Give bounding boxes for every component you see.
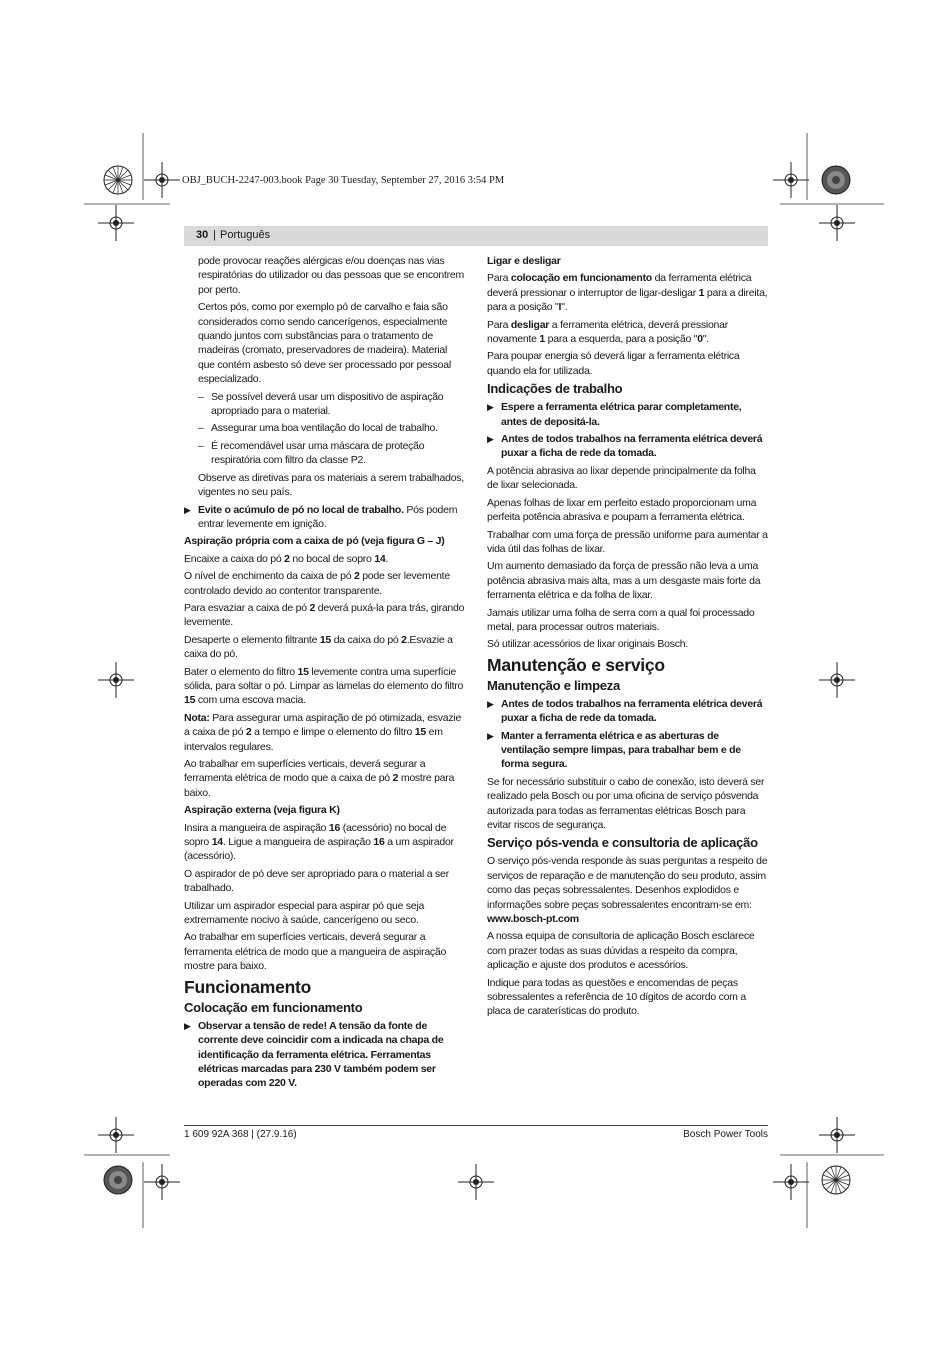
section-heading: Ligar e desligar	[487, 255, 561, 267]
warning-item: ▶ Antes de todos trabalhos na ferramenta elétrica deverá puxar a ficha de rede da tomada.	[487, 433, 763, 460]
footer-doc-number: 1 609 92A 368 | (27.9.16)	[184, 1129, 297, 1140]
section-heading: Colocação em funcionamento	[184, 999, 363, 1015]
triangle-bullet-icon: ▶	[487, 434, 494, 445]
section-heading: Manutenção e limpeza	[487, 677, 620, 693]
paragraph: Para esvaziar a caixa de pó 2 deverá puxá-la para trás, girando levemente.	[184, 601, 465, 629]
dash-item: – Assegurar uma boa ventilação do local de trabalho.	[184, 421, 465, 435]
paragraph: Se for necessário substituir o cabo de conexão, isto deverá ser realizado pela Bosch ou por uma oficina de serviço pósvenda autorizada para todas as ferramentas elétricas Bosch para evitar riscos de segurança.	[487, 775, 765, 831]
paragraph: Jamais utilizar uma folha de serra com a qual foi processado metal, para processar outros materiais.	[487, 606, 755, 633]
paragraph: Bater o elemento do filtro 15 levemente contra uma superfície sólida, para soltar o pó. Limpar as lamelas do elemento do filtro 15 com uma escova macia.	[184, 665, 464, 707]
chapter-heading: Funcionamento	[184, 976, 312, 997]
section-heading: Aspiração própria com a caixa de pó (veja figura G – J)	[184, 535, 445, 548]
paragraph: Encaixe a caixa do pó 2 no bocal de sopro 14.	[184, 552, 389, 565]
warning-item: ▶ Evite o acúmulo de pó no local de trabalho. Pós podem entrar levemente em ignição.	[184, 503, 458, 530]
print-header: OBJ_BUCH-2247-003.book Page 30 Tuesday, September 27, 2016 3:54 PM	[182, 175, 505, 186]
paragraph: Ao trabalhar em superfícies verticais, deverá segurar a ferramenta elétrica de modo que a mangueira de aspiração mostre para baixo.	[184, 931, 447, 973]
paragraph: O serviço pós-venda responde às suas perguntas a respeito de serviços de reparação e de manutenção do seu produto, assim como das peças sobressalentes. Desenhos explodidos e informações sobre peças sobressalentes encontram-se em:	[487, 855, 768, 911]
warning-item: ▶ Antes de todos trabalhos na ferramenta elétrica deverá puxar a ficha de rede da tomada.	[487, 697, 763, 725]
note: Nota: Para assegurar uma aspiração de pó otimizada, esvazie a caixa de pó 2 a tempo e limpe o elemento do filtro 15 em intervalos regulares.	[184, 711, 462, 753]
chapter-heading: Manutenção e serviço	[487, 654, 665, 675]
paragraph: A nossa equipa de consultoria de aplicação Bosch esclarece com prazer todas as suas dúvidas a respeito da compra, aplicação e ajuste dos produtos e acessórios.	[487, 930, 755, 972]
left-column	[184, 254, 465, 1094]
section-heading: Indicações de trabalho	[487, 381, 623, 397]
paragraph: Indique para todas as questões e encomendas de peças sobressalentes a referência de 10 dígitos de acordo com a placa de caraterísticas do produto.	[487, 976, 746, 1018]
paragraph: Para poupar energia só deverá ligar a ferramenta elétrica quando ela for utilizada.	[487, 350, 740, 377]
paragraph: Apenas folhas de lixar em perfeito estado proporcionam uma perfeita potência abrasiva e poupam a ferramenta elétrica.	[487, 496, 757, 524]
footer-rule	[184, 1125, 768, 1126]
language-label: Português	[220, 229, 271, 241]
right-column	[487, 254, 768, 1022]
footer-brand: Bosch Power Tools	[683, 1129, 768, 1140]
dash-item: – Se possível deverá usar um dispositivo de aspiração apropriado para o material.	[184, 390, 465, 419]
paragraph: Só utilizar acessórios de lixar originais Bosch.	[487, 638, 689, 651]
paragraph: O aspirador de pó deve ser apropriado para o material a ser trabalhado.	[184, 867, 449, 895]
paragraph: O nível de enchimento da caixa de pó 2 pode ser levemente controlado devido ao contentor transparente.	[184, 570, 450, 597]
section-heading: Aspiração externa (veja figura K)	[184, 804, 340, 817]
header-separator: |	[213, 229, 216, 241]
warning-item: ▶ Espere a ferramenta elétrica parar completamente, antes de depositá-la.	[487, 401, 742, 428]
section-heading: Serviço pós-venda e consultoria de aplicação	[487, 835, 758, 851]
paragraph: Ao trabalhar em superfícies verticais, deverá segurar a ferramenta elétrica de modo que a caixa de pó 2 mostre para baixo.	[184, 758, 455, 799]
warning-item: ▶ Manter a ferramenta elétrica e as aberturas de ventilação sempre limpas, para trabalhar bem e de forma segura.	[487, 729, 741, 771]
paragraph: Trabalhar com uma força de pressão uniforme para aumentar a vida útil das folhas de lixar.	[487, 528, 768, 555]
paragraph: Um aumento demasiado da força de pressão não leva a uma potência abrasiva mais alta, mas a um desgaste mais forte da ferramenta elétrica e da folha de lixar.	[487, 560, 761, 602]
triangle-bullet-icon: ▶	[487, 402, 494, 413]
paragraph: Para desligar a ferramenta elétrica, deverá pressionar novamente 1 para a esquerda, para a posição "0".	[487, 318, 728, 346]
triangle-bullet-icon: ▶	[487, 698, 494, 709]
paragraph: Desaperte o elemento filtrante 15 da caixa do pó 2.Esvazie a caixa do pó.	[184, 633, 453, 661]
website-link[interactable]: www.bosch-pt.com	[487, 913, 579, 926]
paragraph: Utilizar um aspirador especial para aspirar pó que seja extremamente nocivo à saúde, cancerígeno ou seco.	[184, 899, 425, 927]
running-header	[184, 226, 768, 246]
triangle-bullet-icon: ▶	[184, 1020, 191, 1031]
triangle-bullet-icon: ▶	[184, 504, 191, 515]
paragraph: pode provocar reações alérgicas e/ou doenças nas vias respiratórias do utilizador ou das pessoas que se encontrem por perto.	[198, 255, 464, 296]
dash-item: – É recomendável usar uma máscara de proteção respiratória com filtro da classe P2.	[184, 439, 465, 468]
paragraph: Certos pós, como por exemplo pó de carvalho e faia são considerados como sendo cancerígenos, especialmente quando juntos com substâncias para o tratamento de madeiras (cromato, preservadores de madeira). Material que contém asbesto só deve ser processado por pessoal especializado.	[198, 301, 451, 386]
paragraph: Insira a mangueira de aspiração 16 (acessório) no bocal de sopro 14. Ligue a mangueira de aspiração 16 a um aspirador (acessório).	[184, 821, 454, 863]
page-number: 30	[196, 229, 209, 241]
warning-item: ▶ Observar a tensão de rede! A tensão da fonte de corrente deve coincidir com a indicada na chapa de identificação da ferramenta elétrica. Ferramentas elétricas marcadas para 230 V também podem ser operadas com 220 V.	[184, 1019, 444, 1090]
paragraph: Para colocação em funcionamento da ferramenta elétrica deverá pressionar o interruptor de ligar-desligar 1 para a direita, para a posição "I".	[487, 272, 768, 314]
triangle-bullet-icon: ▶	[487, 730, 494, 741]
paragraph: Observe as diretivas para os materiais a serem trabalhados, vigentes no seu país.	[198, 471, 464, 499]
paragraph: A potência abrasiva ao lixar depende principalmente da folha de lixar selecionada.	[487, 464, 756, 492]
